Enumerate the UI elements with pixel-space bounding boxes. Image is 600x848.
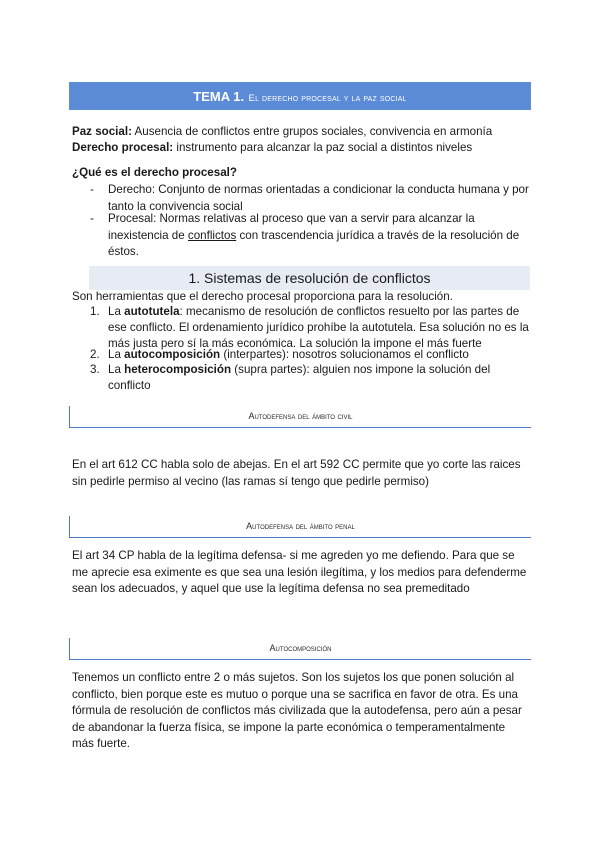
numbered-item: [90, 362, 530, 394]
list-item-text: Derecho: Conjunto de normas orientadas a condicionar la conducta humana y por tanto la convivencia social: [108, 183, 529, 213]
item-number: 2.: [90, 348, 100, 361]
definition-text: Ausencia de conflictos entre grupos sociales, convivencia en armonía: [131, 125, 493, 138]
definition-text: instrumento para alcanzar la paz social a distintos niveles: [173, 141, 473, 154]
item-text: La heterocomposición (supra partes): alguien nos impone la solución del conflicto: [108, 363, 491, 392]
definition-term: Paz social:: [72, 125, 132, 138]
item-number: 3.: [90, 363, 100, 376]
subsection-heading: Autodefensa del ámbito penal: [69, 516, 531, 538]
tema-title: El derecho procesal y la paz social: [248, 93, 407, 104]
tema-number: TEMA 1.: [193, 89, 245, 104]
item-text: La autotutela: mecanismo de resolución de conflictos resuelto por las partes de ese conflicto. El ordenamiento jurídico prohíbe la autotutela. Esa solución no es la más justa pero sí la más económica. La solución la impone el más fuerte: [108, 305, 529, 350]
item-text: La autocomposición (interpartes): nosotros solucionamos el conflicto: [108, 348, 469, 361]
dash-marker: -: [90, 183, 94, 196]
list-item-text: Procesal: Normas relativas al proceso que van a servir para alcanzar la inexistencia de conflictos con trascendencia jurídica a través de la resolución de éstos.: [108, 212, 520, 258]
tema-title-bar: [69, 82, 531, 110]
numbered-item: [90, 304, 530, 351]
list-item: [90, 211, 530, 261]
bold-term: autotutela: [124, 305, 180, 318]
numbered-item: [90, 347, 530, 363]
subsection-paragraph: Tenemos un conflicto entre 2 o más sujetos. Son los sujetos los que ponen solución al conflicto, bien porque este es mutuo o porque una se sacrifica en favor de otra. Es una fórmula de resolución de conflictos más civilizada que la autodefensa, pero aún a pesar de abandonar la fuerza física, se impone la parte económica o temperamentalmente más fuerte.: [72, 671, 522, 750]
section-intro: Son herramientas que el derecho procesal proporciona para la resolución.: [72, 290, 453, 303]
subsection-heading: Autodefensa del ámbito civil: [69, 406, 531, 428]
subsection-paragraph: En el art 612 CC habla solo de abejas. En el art 592 CC permite que yo corte las raices sin pedirle permiso al vecino (las ramas sí tengo que pedirle permiso): [72, 458, 521, 488]
definition-paz-social: [72, 124, 492, 140]
subsection-paragraph: El art 34 CP habla de la legítima defensa- si me agreden yo me defiendo. Para que se me aprecie esa eximente es que sea una lesión ilegítima, y los medios para defenderme sean los adecuados, y aquel que use la legítima defensa no sea premeditado: [72, 549, 527, 595]
bold-term: heterocomposición: [124, 363, 232, 376]
underlined-word: conflictos: [187, 228, 237, 242]
question-heading: ¿Qué es el derecho procesal?: [72, 166, 237, 179]
section-heading: 1. Sistemas de resolución de conflictos: [89, 266, 530, 290]
definition-term: Derecho procesal:: [72, 141, 174, 154]
bold-term: autocomposición: [124, 348, 221, 361]
dash-marker: -: [90, 212, 94, 225]
subsection-heading: Autocomposición: [69, 638, 531, 660]
definition-derecho-procesal: [72, 140, 472, 156]
item-number: 1.: [90, 305, 100, 318]
